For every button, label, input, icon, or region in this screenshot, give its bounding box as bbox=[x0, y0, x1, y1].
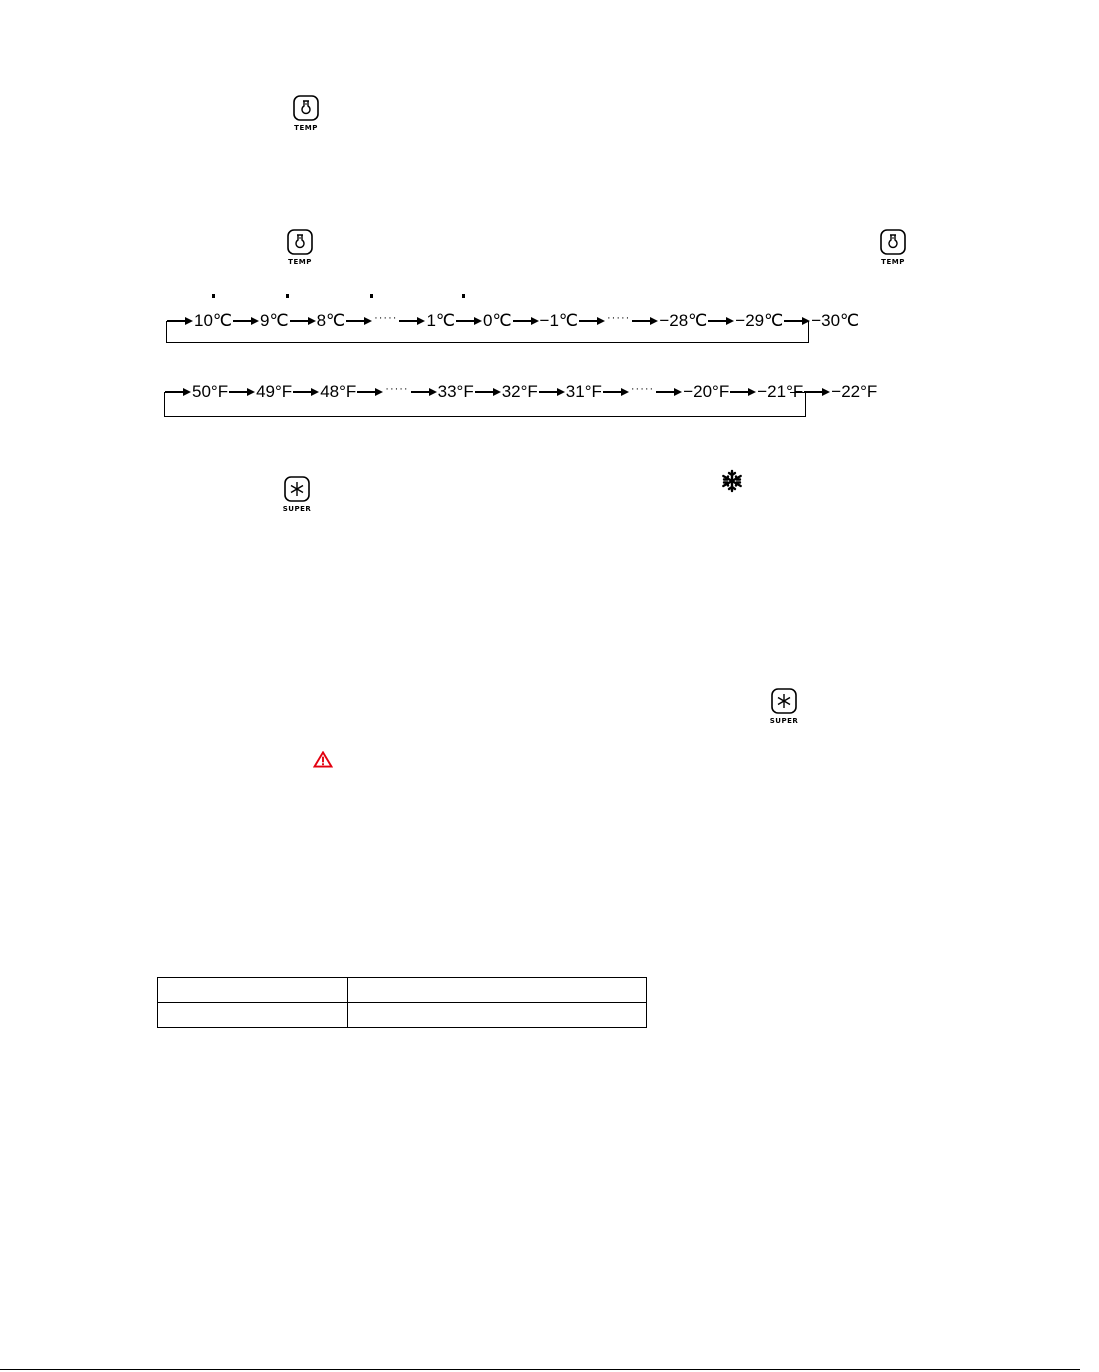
arrow-icon bbox=[293, 387, 319, 397]
temp-button bbox=[863, 228, 923, 276]
arrow-icon bbox=[411, 387, 437, 397]
warning-triangle-icon bbox=[313, 751, 333, 768]
thermometer-icon bbox=[879, 228, 907, 256]
arrow-icon bbox=[475, 387, 501, 397]
ellipsis-icon: ····· bbox=[630, 383, 655, 395]
thermometer-icon bbox=[286, 228, 314, 256]
footer-rule bbox=[0, 1369, 1080, 1370]
table-row bbox=[158, 1003, 647, 1028]
arrow-icon bbox=[632, 316, 658, 326]
temp-button-label: TEMP bbox=[881, 258, 905, 266]
arrow-icon bbox=[165, 387, 191, 397]
arrow-icon bbox=[708, 316, 734, 326]
arrow-icon bbox=[233, 316, 259, 326]
ellipsis-icon: ····· bbox=[607, 312, 631, 324]
arrow-icon bbox=[357, 387, 383, 397]
arrow-icon bbox=[513, 316, 539, 326]
celsius-value: −1℃ bbox=[539, 311, 579, 330]
arrow-icon bbox=[539, 387, 565, 397]
arrow-icon bbox=[346, 316, 372, 326]
arrow-icon bbox=[167, 316, 193, 326]
celsius-value: 0℃ bbox=[482, 311, 512, 330]
table-cell bbox=[348, 978, 647, 1003]
celsius-value: −29℃ bbox=[735, 311, 784, 330]
spec-table bbox=[157, 977, 647, 1028]
arrow-icon bbox=[456, 316, 482, 326]
ellipsis-icon: ····· bbox=[374, 312, 398, 324]
fahrenheit-value: 31°F bbox=[565, 382, 602, 401]
celsius-value: −28℃ bbox=[659, 311, 708, 330]
table-row bbox=[158, 978, 647, 1003]
arrow-icon bbox=[804, 387, 830, 397]
fahrenheit-value: 49°F bbox=[256, 382, 293, 401]
table-cell bbox=[158, 978, 348, 1003]
table-cell bbox=[348, 1003, 647, 1028]
temp-button bbox=[270, 228, 330, 276]
super-button bbox=[754, 687, 814, 735]
celsius-value: 1℃ bbox=[426, 311, 455, 330]
celsius-value: 9℃ bbox=[260, 311, 289, 330]
snowflake-icon bbox=[720, 469, 744, 493]
fahrenheit-value: −20°F bbox=[683, 382, 730, 401]
fahrenheit-value: 32°F bbox=[501, 382, 538, 401]
arrow-icon bbox=[579, 316, 605, 326]
arrow-icon bbox=[229, 387, 255, 397]
fahrenheit-value: 48°F bbox=[320, 382, 357, 401]
celsius-value: 10℃ bbox=[194, 311, 233, 330]
fahrenheit-value: 33°F bbox=[437, 382, 474, 401]
arrow-icon bbox=[399, 316, 425, 326]
fahrenheit-value: −22°F bbox=[831, 382, 878, 401]
arrow-icon bbox=[290, 316, 316, 326]
fahrenheit-sequence bbox=[164, 380, 877, 404]
fahrenheit-value: −21°F bbox=[757, 382, 804, 401]
super-button-label: SUPER bbox=[769, 717, 799, 725]
super-button-label: SUPER bbox=[282, 505, 312, 513]
arrow-icon bbox=[656, 387, 682, 397]
arrow-icon bbox=[784, 316, 810, 326]
snowflake-icon bbox=[283, 475, 311, 503]
temp-button bbox=[276, 94, 336, 142]
snowflake-icon bbox=[770, 687, 798, 715]
ellipsis-icon: ····· bbox=[385, 383, 409, 395]
arrow-icon bbox=[730, 387, 756, 397]
super-button bbox=[267, 475, 327, 523]
table-cell bbox=[158, 1003, 348, 1028]
temp-button-label: TEMP bbox=[288, 258, 312, 266]
celsius-sequence bbox=[166, 309, 859, 333]
clipped-text-line bbox=[200, 294, 480, 300]
celsius-value: 8℃ bbox=[316, 311, 346, 330]
temp-button-label: TEMP bbox=[294, 124, 318, 132]
fahrenheit-value: 50°F bbox=[192, 382, 229, 401]
celsius-value: −30℃ bbox=[811, 311, 860, 330]
thermometer-icon bbox=[292, 94, 320, 122]
arrow-icon bbox=[603, 387, 629, 397]
